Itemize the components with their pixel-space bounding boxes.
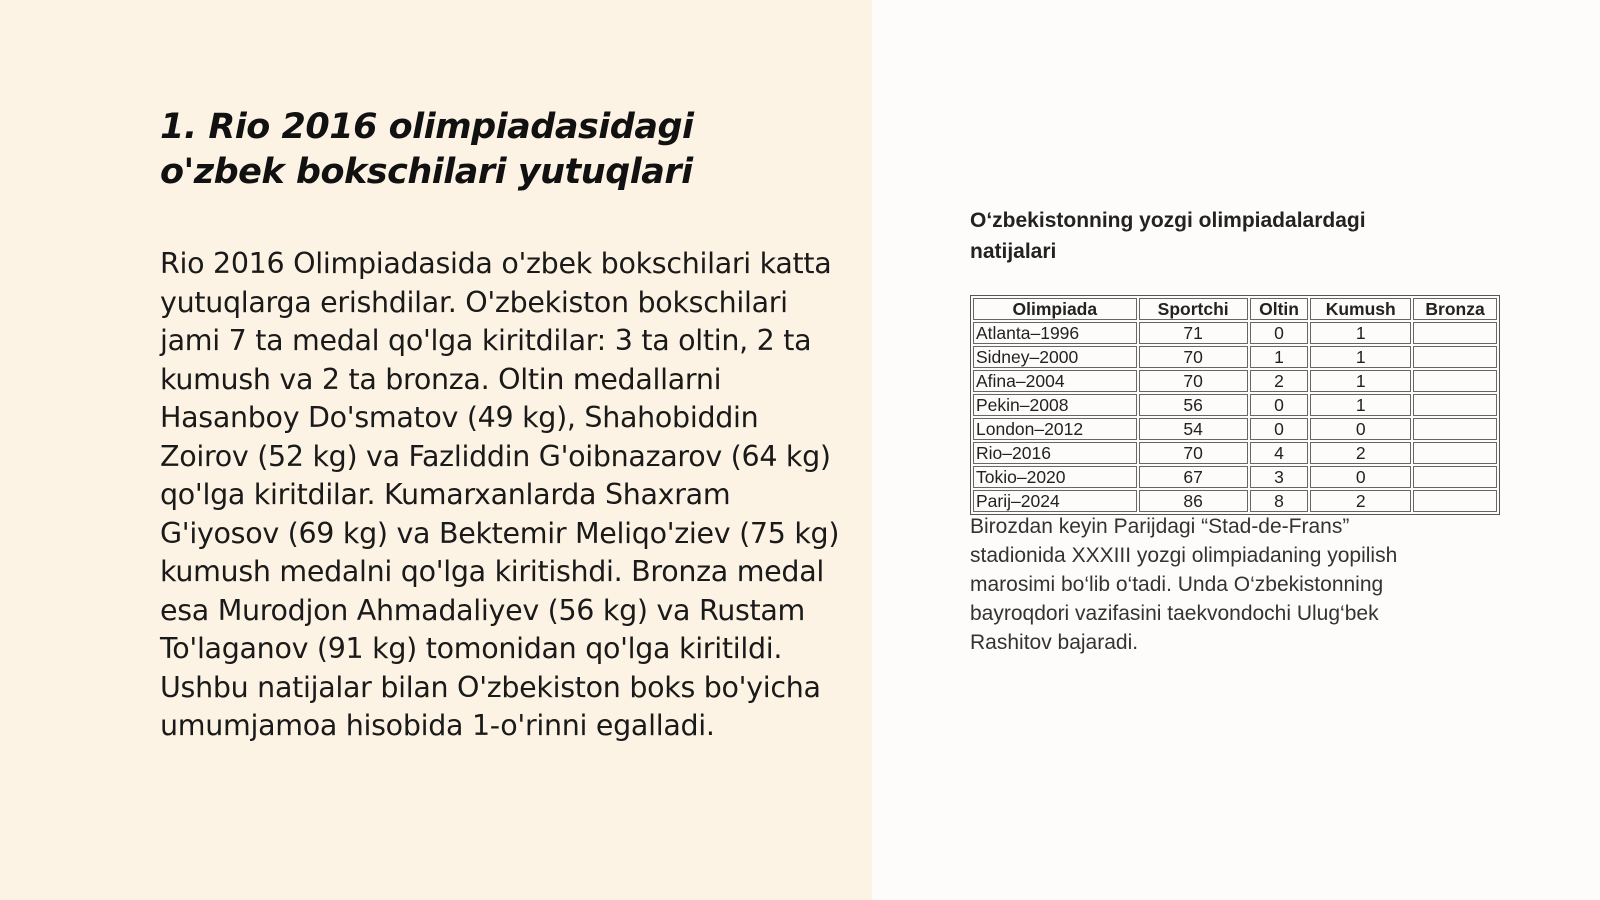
cell-oltin: 3 <box>1250 466 1309 488</box>
table-row <box>973 442 1497 464</box>
cell-oltin: 2 <box>1250 370 1309 392</box>
image-caption: Birozdan keyin Parijdagi “Stad-de-Frans” stadionida XXXIII yozgi olimpiadaning yopilish marosimi bo‘lib o‘tadi. Unda O‘zbekistonning bayroqdori vazifasini taekvondochi Ulug‘bek Rashitov bajaradi. <box>970 515 1398 654</box>
table-heading: O‘zbekistonning yozgi olimpiadalardagi natijalari <box>970 209 1366 263</box>
cell-sportchi: 70 <box>1139 346 1248 368</box>
cell-sportchi: 70 <box>1139 442 1248 464</box>
cell-kumush: 1 <box>1310 322 1411 344</box>
cell-sportchi: 54 <box>1139 418 1248 440</box>
cell-bronza <box>1413 490 1497 512</box>
cell-oltin: 0 <box>1250 394 1309 416</box>
cell-bronza <box>1413 418 1497 440</box>
header-oltin: Oltin <box>1250 298 1309 320</box>
cell-sportchi: 67 <box>1139 466 1248 488</box>
cell-olimpiada: Afina–2004 <box>973 370 1137 392</box>
cell-oltin: 0 <box>1250 418 1309 440</box>
cell-bronza <box>1413 442 1497 464</box>
header-bronza: Bronza <box>1413 298 1497 320</box>
cell-sportchi: 56 <box>1139 394 1248 416</box>
cell-olimpiada: Parij–2024 <box>973 490 1137 512</box>
cell-kumush: 1 <box>1310 394 1411 416</box>
results-table-container <box>970 295 1485 512</box>
cell-bronza <box>1413 394 1497 416</box>
cell-olimpiada: London–2012 <box>973 418 1137 440</box>
cell-sportchi: 70 <box>1139 370 1248 392</box>
cell-olimpiada: Sidney–2000 <box>973 346 1137 368</box>
slide-body-text: Rio 2016 Olimpiadasida o'zbek bokschilari katta yutuqlarga erishdilar. O'zbekiston bokschilari jami 7 ta medal qo'lga kiritdilar: 3 ta oltin, 2 ta kumush va 2 ta bronza. Oltin medallarni Hasanboy Do'smatov (49 kg), Shahobiddin Zoirov (52 kg) va Fazliddin G'oibnazarov (64 kg) qo'lga kiritdilar. Kumarxanlarda Shaxram G'iyosov (69 kg) va Bektemir Meliqo'ziev (75 kg) kumush medalni qo'lga kiritishdi. Bronza medal esa Murodjon Ahmadaliyev (56 kg) va Rustam To'laganov (91 kg) tomonidan qo'lga kiritildi. Ushbu natijalar bilan O'zbekiston boks bo'yicha umumjamoa hisobida 1-o'rinni egalladi. <box>160 247 840 742</box>
table-row <box>973 322 1497 344</box>
cell-olimpiada: Tokio–2020 <box>973 466 1137 488</box>
cell-oltin: 1 <box>1250 346 1309 368</box>
header-kumush: Kumush <box>1310 298 1411 320</box>
cell-kumush: 1 <box>1310 370 1411 392</box>
table-row <box>973 346 1497 368</box>
cell-kumush: 2 <box>1310 490 1411 512</box>
cell-olimpiada: Atlanta–1996 <box>973 322 1137 344</box>
cell-kumush: 0 <box>1310 466 1411 488</box>
table-row <box>973 418 1497 440</box>
table-row <box>973 490 1497 512</box>
cell-bronza <box>1413 322 1497 344</box>
table-row <box>973 394 1497 416</box>
olympic-results-table <box>970 295 1500 515</box>
cell-sportchi: 86 <box>1139 490 1248 512</box>
cell-bronza <box>1413 346 1497 368</box>
header-sportchi: Sportchi <box>1139 298 1248 320</box>
cell-bronza <box>1413 370 1497 392</box>
cell-olimpiada: Pekin–2008 <box>973 394 1137 416</box>
cell-olimpiada: Rio–2016 <box>973 442 1137 464</box>
cell-kumush: 1 <box>1310 346 1411 368</box>
cell-sportchi: 71 <box>1139 322 1248 344</box>
slide-title: 1. Rio 2016 olimpiadasidagi o'zbek bokschilari yutuqlari <box>160 107 694 192</box>
cell-oltin: 0 <box>1250 322 1309 344</box>
cell-bronza <box>1413 466 1497 488</box>
cell-oltin: 8 <box>1250 490 1309 512</box>
cell-kumush: 2 <box>1310 442 1411 464</box>
header-olimpiada: Olimpiada <box>973 298 1137 320</box>
table-header-row <box>973 298 1497 320</box>
cell-kumush: 0 <box>1310 418 1411 440</box>
table-row <box>973 466 1497 488</box>
cell-oltin: 4 <box>1250 442 1309 464</box>
table-row <box>973 370 1497 392</box>
